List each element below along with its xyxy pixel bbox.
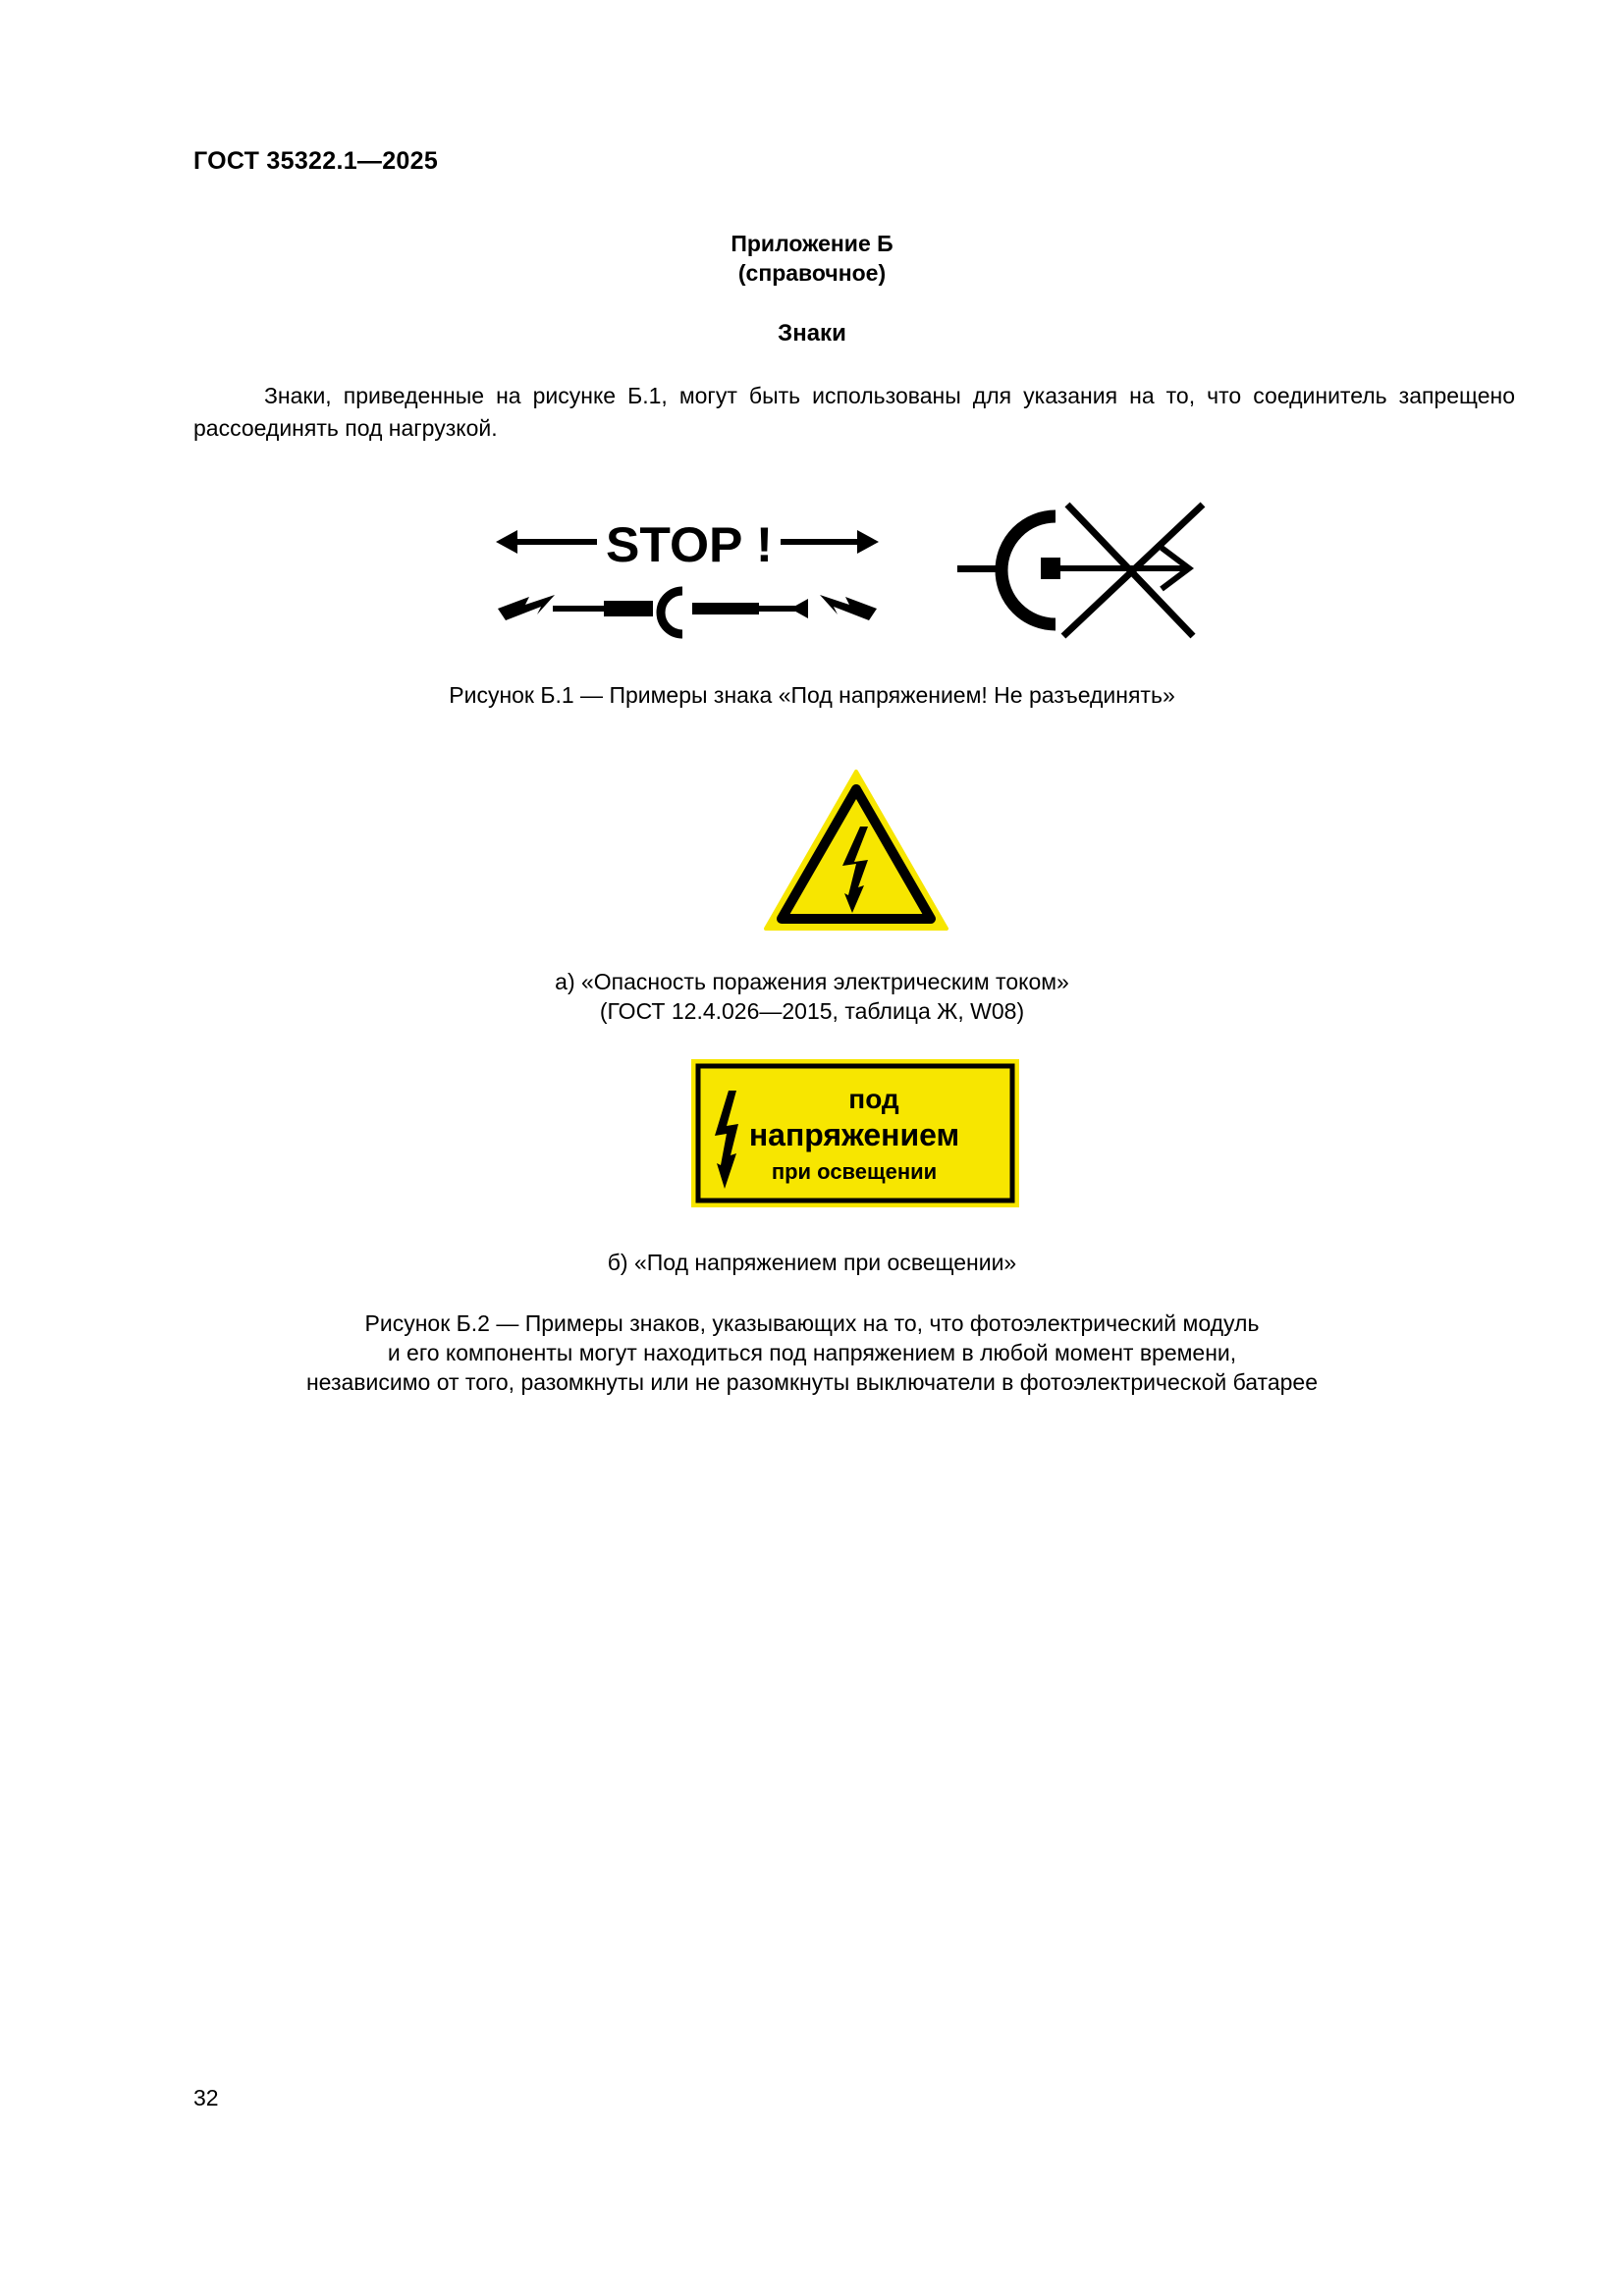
sign-a-caption-line2: (ГОСТ 12.4.026—2015, таблица Ж, W08) <box>599 998 1025 1024</box>
sign-b-text-line2: напряжением <box>748 1117 960 1152</box>
sign-b-caption: б) «Под напряжением при освещении» <box>607 1250 1017 1275</box>
section-title: Знаки <box>778 320 846 347</box>
appendix-title: Приложение Б <box>731 231 893 256</box>
lightning-left-icon <box>498 595 555 620</box>
document-number: ГОСТ 35322.1—2025 <box>193 147 439 175</box>
appendix-heading <box>0 229 1624 288</box>
no-disconnect-symbol <box>957 499 1218 641</box>
stop-label: STOP ! <box>606 517 773 572</box>
figure-b1-caption: Рисунок Б.1 — Примеры знака «Под напряжением! Не разъединять» <box>449 682 1175 708</box>
page-number: 32 <box>193 2085 219 2110</box>
lightning-right-icon <box>820 595 877 620</box>
sign-b-text-line1: под <box>848 1084 899 1114</box>
right-arrow-icon <box>781 530 879 554</box>
figure-b2-caption-line1: Рисунок Б.2 — Примеры знаков, указывающих на то, что фотоэлектрический модуль <box>364 1310 1260 1336</box>
figure-b2-caption-line2: и его компоненты могут находиться под напряжением в любой момент времени, <box>387 1340 1237 1365</box>
sign-a-caption-line1: а) «Опасность поражения электрическим током» <box>555 969 1069 994</box>
sign-b-text-line3: при освещении <box>771 1159 938 1184</box>
sign-a-caption <box>0 967 1624 1026</box>
left-arrow-icon <box>496 530 597 554</box>
appendix-type: (справочное) <box>737 260 887 286</box>
figure-b2-caption <box>0 1308 1624 1397</box>
stop-disconnect-sign <box>496 510 879 643</box>
figure-b2-caption-line3: независимо от того, разомкнуты или не разомкнуты выключатели в фотоэлектрической батарее <box>305 1369 1318 1395</box>
live-when-illuminated-sign <box>691 1059 1019 1207</box>
connector-icon <box>661 591 759 634</box>
electric-shock-warning-sign <box>764 770 948 932</box>
intro-paragraph: Знаки, приведенные на рисунке Б.1, могут быть использованы для указания на то, что соединитель запрещено рассоединять под нагрузкой. <box>193 383 1515 441</box>
